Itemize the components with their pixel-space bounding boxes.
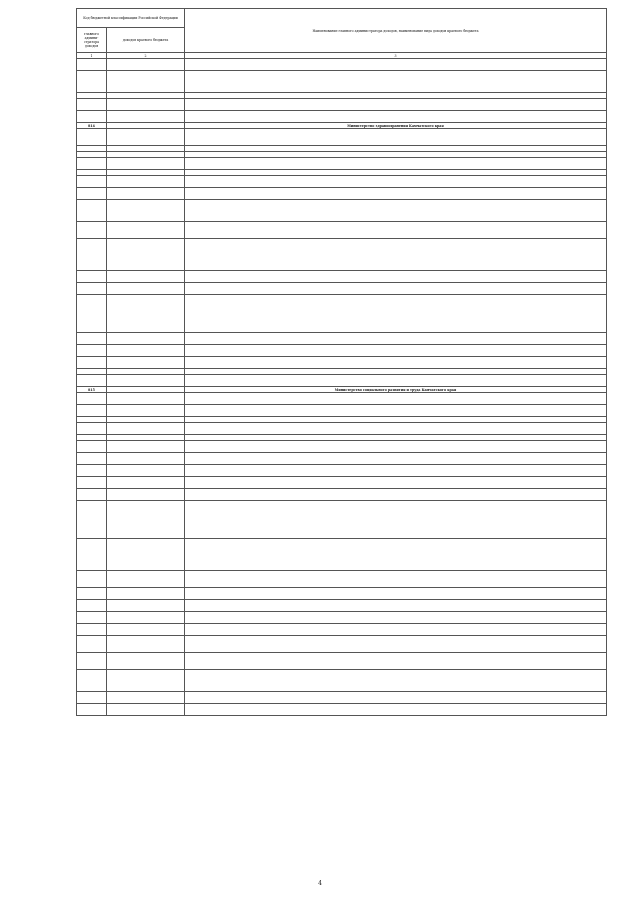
income-code-cell — [107, 111, 185, 123]
revenue-name-cell — [185, 453, 607, 465]
admin-code-cell — [77, 539, 107, 571]
admin-code-cell — [77, 283, 107, 295]
table-row — [77, 200, 607, 222]
table-row — [77, 71, 607, 93]
table-row — [77, 692, 607, 704]
income-code-cell — [107, 612, 185, 624]
admin-code-cell — [77, 571, 107, 588]
admin-code-cell — [77, 612, 107, 624]
column-number: 3 — [185, 53, 607, 59]
income-code-cell — [107, 158, 185, 170]
revenue-name-cell — [185, 239, 607, 271]
admin-code-cell — [77, 670, 107, 692]
revenue-name-cell — [185, 405, 607, 417]
income-code-cell — [107, 283, 185, 295]
income-code-cell — [107, 670, 185, 692]
revenue-name-cell — [185, 636, 607, 653]
page-number: 4 — [318, 880, 322, 887]
admin-code-cell — [77, 588, 107, 600]
income-code-cell — [107, 441, 185, 453]
revenue-name-cell — [185, 99, 607, 111]
table-row — [77, 239, 607, 271]
revenue-codes-table — [76, 8, 607, 716]
table-row — [77, 295, 607, 333]
admin-code-cell — [77, 357, 107, 369]
admin-code-cell — [77, 176, 107, 188]
table-header-row — [77, 9, 607, 28]
admin-code-cell — [77, 393, 107, 405]
table-row — [77, 489, 607, 501]
revenue-name-cell — [185, 111, 607, 123]
admin-code-cell — [77, 345, 107, 357]
revenue-name-cell — [185, 345, 607, 357]
revenue-name-cell: Министерство социального развития и труда Камчатского края — [185, 387, 607, 393]
table-row — [77, 539, 607, 571]
admin-code-cell — [77, 453, 107, 465]
table-row — [77, 624, 607, 636]
income-code-cell — [107, 588, 185, 600]
table-row — [77, 670, 607, 692]
revenue-name-cell — [185, 465, 607, 477]
revenue-name-cell — [185, 704, 607, 716]
revenue-name-cell — [185, 477, 607, 489]
admin-code-cell — [77, 375, 107, 387]
admin-code-cell — [77, 59, 107, 71]
admin-code-cell — [77, 489, 107, 501]
admin-code-cell — [77, 405, 107, 417]
admin-code-cell: 815 — [77, 387, 107, 393]
table-row — [77, 129, 607, 146]
table-row — [77, 501, 607, 539]
revenue-name-cell — [185, 333, 607, 345]
income-code-cell — [107, 200, 185, 222]
table-row — [77, 283, 607, 295]
table-row — [77, 375, 607, 387]
revenue-name-cell — [185, 222, 607, 239]
table-row — [77, 188, 607, 200]
table-row — [77, 222, 607, 239]
revenue-name-cell — [185, 188, 607, 200]
admin-code-cell — [77, 71, 107, 93]
income-code-cell — [107, 653, 185, 670]
income-code-cell — [107, 375, 185, 387]
revenue-name-cell — [185, 393, 607, 405]
revenue-name-cell — [185, 295, 607, 333]
income-code-cell — [107, 71, 185, 93]
code-group-header: Код бюджетной классификации Российской Федерации — [77, 9, 185, 28]
admin-code-cell — [77, 636, 107, 653]
revenue-name-cell — [185, 158, 607, 170]
table-row — [77, 653, 607, 670]
income-column-header: доходов краевого бюджета — [107, 28, 185, 53]
table-row — [77, 405, 607, 417]
admin-code-cell — [77, 423, 107, 435]
admin-code-cell — [77, 111, 107, 123]
admin-code-cell — [77, 239, 107, 271]
admin-code-cell — [77, 271, 107, 283]
revenue-name-cell — [185, 357, 607, 369]
income-code-cell — [107, 357, 185, 369]
admin-code-cell — [77, 222, 107, 239]
income-code-cell — [107, 188, 185, 200]
revenue-name-cell — [185, 692, 607, 704]
revenue-name-cell — [185, 441, 607, 453]
revenue-name-cell — [185, 59, 607, 71]
revenue-name-cell — [185, 571, 607, 588]
income-code-cell — [107, 465, 185, 477]
table-row — [77, 477, 607, 489]
income-code-cell — [107, 345, 185, 357]
revenue-name-cell — [185, 653, 607, 670]
table-row — [77, 158, 607, 170]
revenue-name-cell — [185, 375, 607, 387]
table-row — [77, 441, 607, 453]
admin-code-cell — [77, 600, 107, 612]
income-code-cell — [107, 600, 185, 612]
revenue-name-cell — [185, 283, 607, 295]
income-code-cell — [107, 489, 185, 501]
income-code-cell — [107, 99, 185, 111]
table-row — [77, 111, 607, 123]
revenue-name-cell — [185, 489, 607, 501]
revenue-name-cell — [185, 71, 607, 93]
revenue-name-cell — [185, 129, 607, 146]
revenue-name-cell — [185, 200, 607, 222]
table-row — [77, 59, 607, 71]
income-code-cell — [107, 624, 185, 636]
name-column-header: Наименование главного администратора доходов, наименование вида доходов краевого бюджета — [185, 9, 607, 53]
income-code-cell — [107, 704, 185, 716]
revenue-name-cell — [185, 423, 607, 435]
income-code-cell — [107, 333, 185, 345]
admin-column-header: главного админи- стратора доходов — [77, 28, 107, 53]
revenue-name-cell — [185, 624, 607, 636]
table-row — [77, 345, 607, 357]
table-row — [77, 571, 607, 588]
income-code-cell — [107, 59, 185, 71]
admin-code-cell — [77, 501, 107, 539]
table-row — [77, 423, 607, 435]
revenue-name-cell — [185, 501, 607, 539]
admin-code-cell — [77, 477, 107, 489]
income-code-cell — [107, 222, 185, 239]
table-row — [77, 588, 607, 600]
admin-code-cell — [77, 158, 107, 170]
revenue-name-cell: Министерство здравоохранения Камчатского края — [185, 123, 607, 129]
revenue-name-cell — [185, 176, 607, 188]
table-row — [77, 600, 607, 612]
table-row — [77, 333, 607, 345]
admin-code-cell — [77, 188, 107, 200]
admin-code-cell — [77, 441, 107, 453]
income-code-cell — [107, 501, 185, 539]
column-number: 1 — [77, 53, 107, 59]
income-code-cell — [107, 393, 185, 405]
revenue-name-cell — [185, 271, 607, 283]
admin-code-cell — [77, 295, 107, 333]
income-code-cell — [107, 453, 185, 465]
admin-code-cell — [77, 624, 107, 636]
table-row — [77, 453, 607, 465]
admin-code-cell — [77, 99, 107, 111]
revenue-name-cell — [185, 539, 607, 571]
admin-code-cell: 814 — [77, 123, 107, 129]
income-code-cell — [107, 176, 185, 188]
income-code-cell — [107, 423, 185, 435]
table-row — [77, 612, 607, 624]
income-code-cell — [107, 405, 185, 417]
admin-code-cell — [77, 653, 107, 670]
table-row — [77, 636, 607, 653]
admin-code-cell — [77, 129, 107, 146]
income-code-cell — [107, 692, 185, 704]
admin-code-cell — [77, 692, 107, 704]
revenue-name-cell — [185, 670, 607, 692]
revenue-name-cell — [185, 588, 607, 600]
admin-code-cell — [77, 465, 107, 477]
table-row — [77, 99, 607, 111]
revenue-name-cell — [185, 600, 607, 612]
admin-code-cell — [77, 704, 107, 716]
table-row — [77, 357, 607, 369]
table-row — [77, 271, 607, 283]
income-code-cell — [107, 571, 185, 588]
income-code-cell — [107, 129, 185, 146]
income-code-cell — [107, 239, 185, 271]
table-row — [77, 465, 607, 477]
income-code-cell — [107, 539, 185, 571]
table-row — [77, 704, 607, 716]
income-code-cell — [107, 295, 185, 333]
income-code-cell — [107, 636, 185, 653]
table-body — [77, 59, 607, 716]
table-row — [77, 176, 607, 188]
table-row — [77, 393, 607, 405]
income-code-cell — [107, 477, 185, 489]
admin-code-cell — [77, 200, 107, 222]
column-number: 2 — [107, 53, 185, 59]
admin-code-cell — [77, 333, 107, 345]
revenue-name-cell — [185, 612, 607, 624]
income-code-cell — [107, 271, 185, 283]
